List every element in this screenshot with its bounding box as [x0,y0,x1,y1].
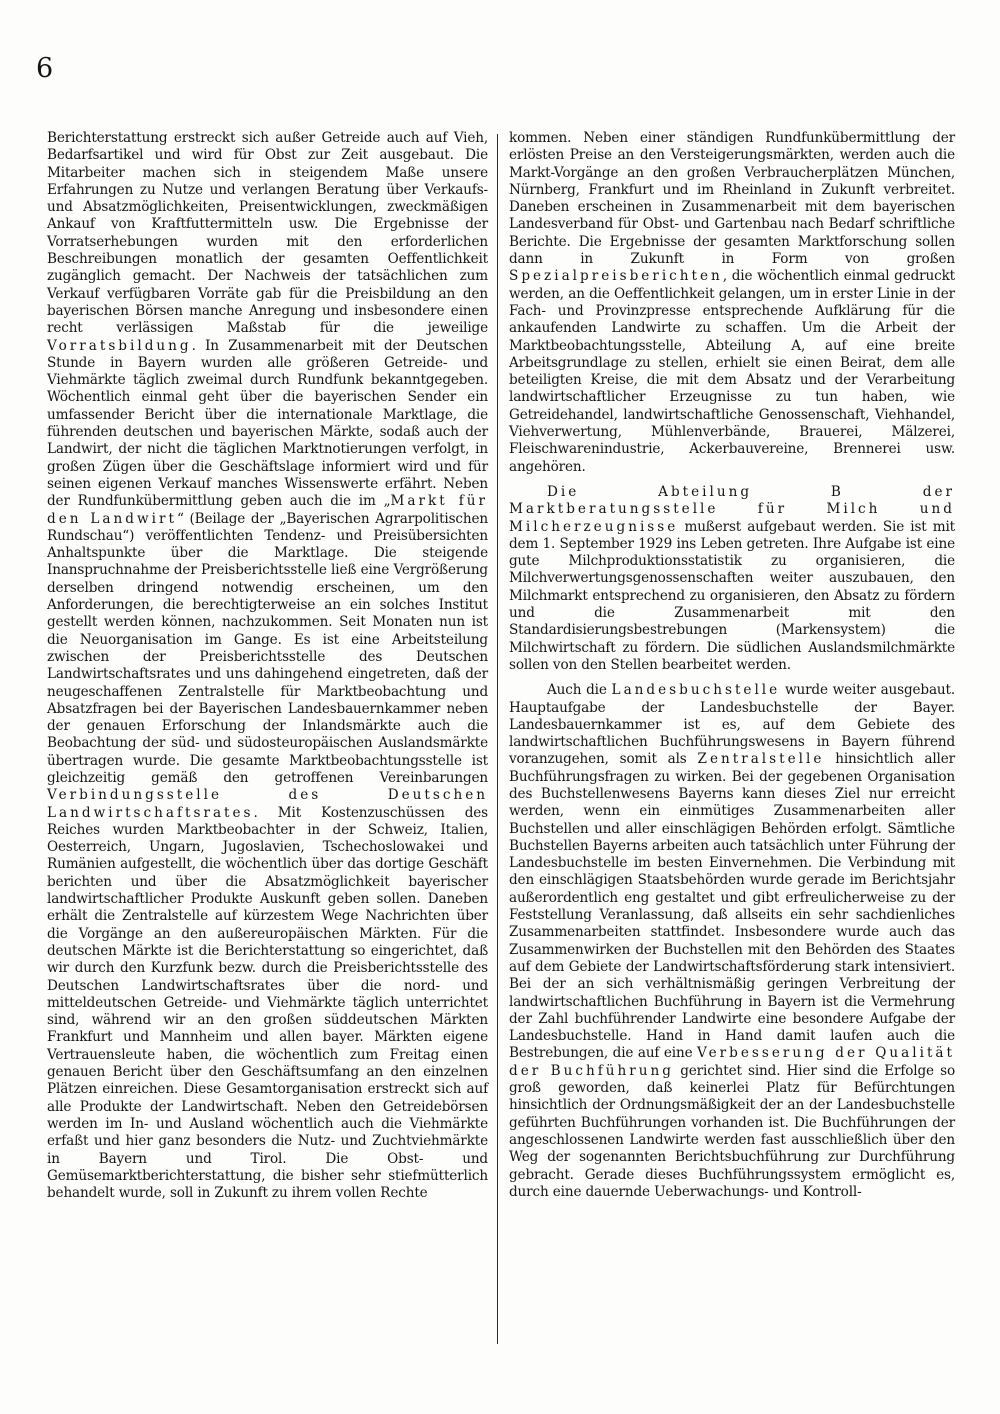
text-run: mußerst aufgebaut werden. Sie ist mit dem 1. September 1929 ins Leben getreten. Ihre Aufgabe ist eine gute Milchproduktionsstatistik zu organisieren, die Milchverwertungsgenossenschaften weiter auszubauen, den Milchmarkt entsprechend zu organisieren, den Absatz zu fördern und die Zusammenarbeit mit den Standardisierungsbestrebungen (Markensystem) die Milchwirtschaft zu fördern. Die südlichen Auslandsmilchmärkte sollen von den Stellen bearbeitet werden. [509,518,955,673]
paragraph [509,682,955,1201]
spaced-emphasis: Die Abteilung B der Marktberatungsstelle für Milch und Milcherzeugnisse [509,483,955,535]
spaced-emphasis: Landesbuchstelle [611,682,781,699]
spaced-emphasis: Verbesserung der Qualität der Buchführung [509,1045,955,1079]
spaced-emphasis: Verbindungsstelle des Deutschen Landwirtschaftsrates [47,787,488,821]
text-run: . Mit Kostenzuschüssen des Reiches wurden Marktbeobachter in der Schweiz, Italien, Oesterreich, Ungarn, Jugoslavien, Tschechoslowakei und Rumänien aufgestellt, die wöchentlich über das dortige Geschäft berichten und über die Absatzmöglichkeit bayerischer landwirtschaftlicher Produkte Auskunft geben sollen. Daneben erhält die Zentralstelle auf kürzestem Wege Nachrichten über die Vorgänge an den außereuropäischen Märkten. Für die deutschen Märkte ist die Berichterstattung so eingerichtet, daß wir durch den Kurzfunk bezw. durch die Preisberichtsstelle des Deutschen Landwirtschaftsrates über die nord- und mitteldeutschen Getreide- und Viehmärkte täglich unterrichtet sind, während wir an den großen süddeutschen Märkten Frankfurt und Mannheim und allen bayer. Märkten eigene Vertrauensleute haben, die wöchentlich zum Freitag einen genauen Bericht über den Geschäftsumfang an den einzelnen Plätzen einreichen. Diese Gesamtorganisation erstreckt sich auf alle Produkte der Landwirtschaft. Neben den Getreidebörsen werden im In- und Ausland wöchentlich auch die Viehmärkte erfaßt und hier ganz besonders die Nutz- und Zuchtviehmärkte in Bayern und Tirol. Die Obst- und Gemüsemarktberichterstattung, die bisher sehr stiefmütterlich behandelt wurde, soll in Zukunft zu ihrem vollen Rechte [47,804,488,1202]
text-run: . In Zusammenarbeit mit der Deutschen Stunde in Bayern wurden alle größeren Getreide- und Viehmärkte täglich zweimal durch Rundfunk bekanntgegeben. Wöchentlich einmal geht über die bayerischen Sender ein umfassender Bericht über die internationale Marktlage, die führenden deutschen und bayerischen Märkte, sodaß auch der Landwirt, der nicht die täglichen Marktnotierungen verfolgt, in großen Zügen über die Geschäftslage informiert wird und für seinen eigenen Verkauf manches Wissenswerte erfährt. Neben der Rundfunkübermittlung geben auch die im „ [47,337,488,510]
text-run: kommen. Neben einer ständigen Rundfunkübermittlung der erlösten Preise an den Versteigerungsmärkten, werden auch die Markt-Vorgänge an den großen Verbraucherplätzen München, Nürnberg, Frankfurt und im Rheinland in Zukunft verbreitet. Daneben erscheinen in Zusammenarbeit mit dem bayerischen Landesverband für Obst- und Gartenbau nach Bedarf schriftliche Berichte. Die Ergebnisse der gesamten Marktforschung sollen dann in Zukunft in Form von großen [509,130,955,268]
text-run: Berichterstattung erstreckt sich außer Getreide auch auf Vieh, Bedarfsartikel und wird für Obst zur Zeit ausgebaut. Die Mitarbeiter machen sich in steigendem Maße unsere Erfahrungen zu Nutze und verlangen Beratung über Verkaufs- und Absatzmöglichkeiten, Preisentwicklungen, zweckmäßigen Ankauf von Kraftfuttermitteln usw. Die Ergebnisse der Vorratserhebungen wurden mit den erforderlichen Beschreibungen monatlich der gesamten Oeffentlichkeit zugänglich gemacht. Der Nachweis der tatsächlichen zum Verkauf verfügbaren Vorräte gab für die Preisbildung an den bayerischen Börsen manche Anregung und insbesondere einen recht verlässigen Maßstab für die jeweilige [47,130,488,337]
spaced-emphasis: Zentralstelle [697,751,825,768]
spaced-emphasis: Markt für den Landwirt [47,493,488,527]
text-column-right [509,130,955,1201]
page-number: 6 [36,53,54,84]
spaced-emphasis: Spezialpreisberichten [509,268,723,285]
paragraph [47,130,488,1202]
paragraph [509,130,955,476]
text-run: hinsichtlich aller Buchführungsfragen zu wirken. Bei der gegebenen Organisation des Buchstellenwesens Bayerns kann dieses Ziel nur erreicht werden, wenn ein einmütiges Zusammenarbeiten aller Buchstellen und aller einschlägigen Behörden erfolgt. Sämtliche Buchstellen Bayerns arbeiten auch tatsächlich unter Führung der Landesbuchstelle im besten Einvernehmen. Die Verbindung mit den einschlägigen Staatsbehörden wurde gerade im Berichtsjahr außerordentlich eng gestaltet und gibt erfreulicherweise zu der Feststellung Veranlassung, daß allseits ein sehr sachdienliches Zusammenarbeiten stattfindet. Insbesondere wurde auch das Zusammenwirken der Buchstellen mit den Behörden des Staates auf dem Gebiete der Landwirtschaftsförderung stark intensiviert. Bei der an sich verhältnismäßig geringen Verbreitung der landwirtschaftlichen Buchführung in Bayern ist die Vermehrung der Zahl buchführender Landwirte eine besondere Aufgabe der Landesbuchstelle. Hand in Hand damit laufen auch die Bestrebungen, die auf eine [509,751,955,1062]
text-run: gerichtet sind. Hier sind die Erfolge so groß geworden, daß keinerlei Platz für Befürchtungen hinsichtlich der Ordnungsmäßigkeit der an der Landesbuchstelle geführten Buchführungen vorhanden ist. Die Buchführungen der angeschlossenen Landwirte werden fast ausschließlich über den Weg der sogenannten Berichtsbuchführung zur Durchführung gebracht. Gerade dieses Buchführungssystem ermöglicht es, durch eine dauernde Ueberwachungs- und Kontroll- [509,1062,955,1200]
spaced-emphasis: Vorratsbildung [47,337,192,354]
text-run: “ (Beilage der „Bayerischen Agrarpolitischen Rundschau“) veröffentlichten Tendenz- und Preisübersichten Anhaltspunkte über die Marktlage. Die steigende Inanspruchnahme der Preisberichtsstelle ließ eine Vergrößerung derselben dringend notwendig erscheinen, um den Anforderungen, die berechtigterweise an ein solches Institut gestellt werden können, nachzukommen. Seit Monaten nun ist die Neuorganisation im Gange. Es ist eine Arbeitsteilung zwischen der Preisberichtsstelle des Deutschen Landwirtschaftsrates und uns dahingehend eingetreten, daß der neugeschaffenen Zentralstelle für Marktbeobachtung und Absatzfragen bei der Bayerischen Landesbauernkammer neben der genauen Erforschung der Inlandsmärkte auch die Beobachtung der süd- und südosteuropäischen Auslandsmärkte übertragen wurde. Die gesamte Marktbeobachtungsstelle ist gleichzeitig gemäß den getroffenen Vereinbarungen [47,510,488,786]
text-run: wurde weiter ausgebaut. Hauptaufgabe der Landesbuchstelle der Bayer. Landesbauernkammer ist es, auf dem Gebiete des landwirtschaftlichen Buchführungswesens in Bayern führend voranzugehen, somit als [509,682,955,768]
text-column-left [47,130,488,1202]
paragraph [509,484,955,674]
column-divider [497,134,498,1344]
text-run: , die wöchentlich einmal gedruckt werden, an die Oeffentlichkeit gelangen, um in erster Linie in der Fach- und Provinzpresse entsprechende Aufklärung für die ankaufenden Landwirte zu schaffen. Um die Arbeit der Marktbeobachtungsstelle, Abteilung A, auf eine breite Arbeitsgrundlage zu stellen, erhielt sie einen Beirat, dem alle beteiligten Kreise, die mit dem Absatz und der Verarbeitung landwirtschaftlicher Erzeugnisse zu tun haben, wie Getreidehandel, landwirtschaftliche Genossenschaft, Viehhandel, Viehverwertung, Mühlenverbände, Brauerei, Mälzerei, Fleischwarenindustrie, Ackerbauvereine, Brennerei usw. angehören. [509,268,955,475]
text-run: Auch die [547,682,612,699]
